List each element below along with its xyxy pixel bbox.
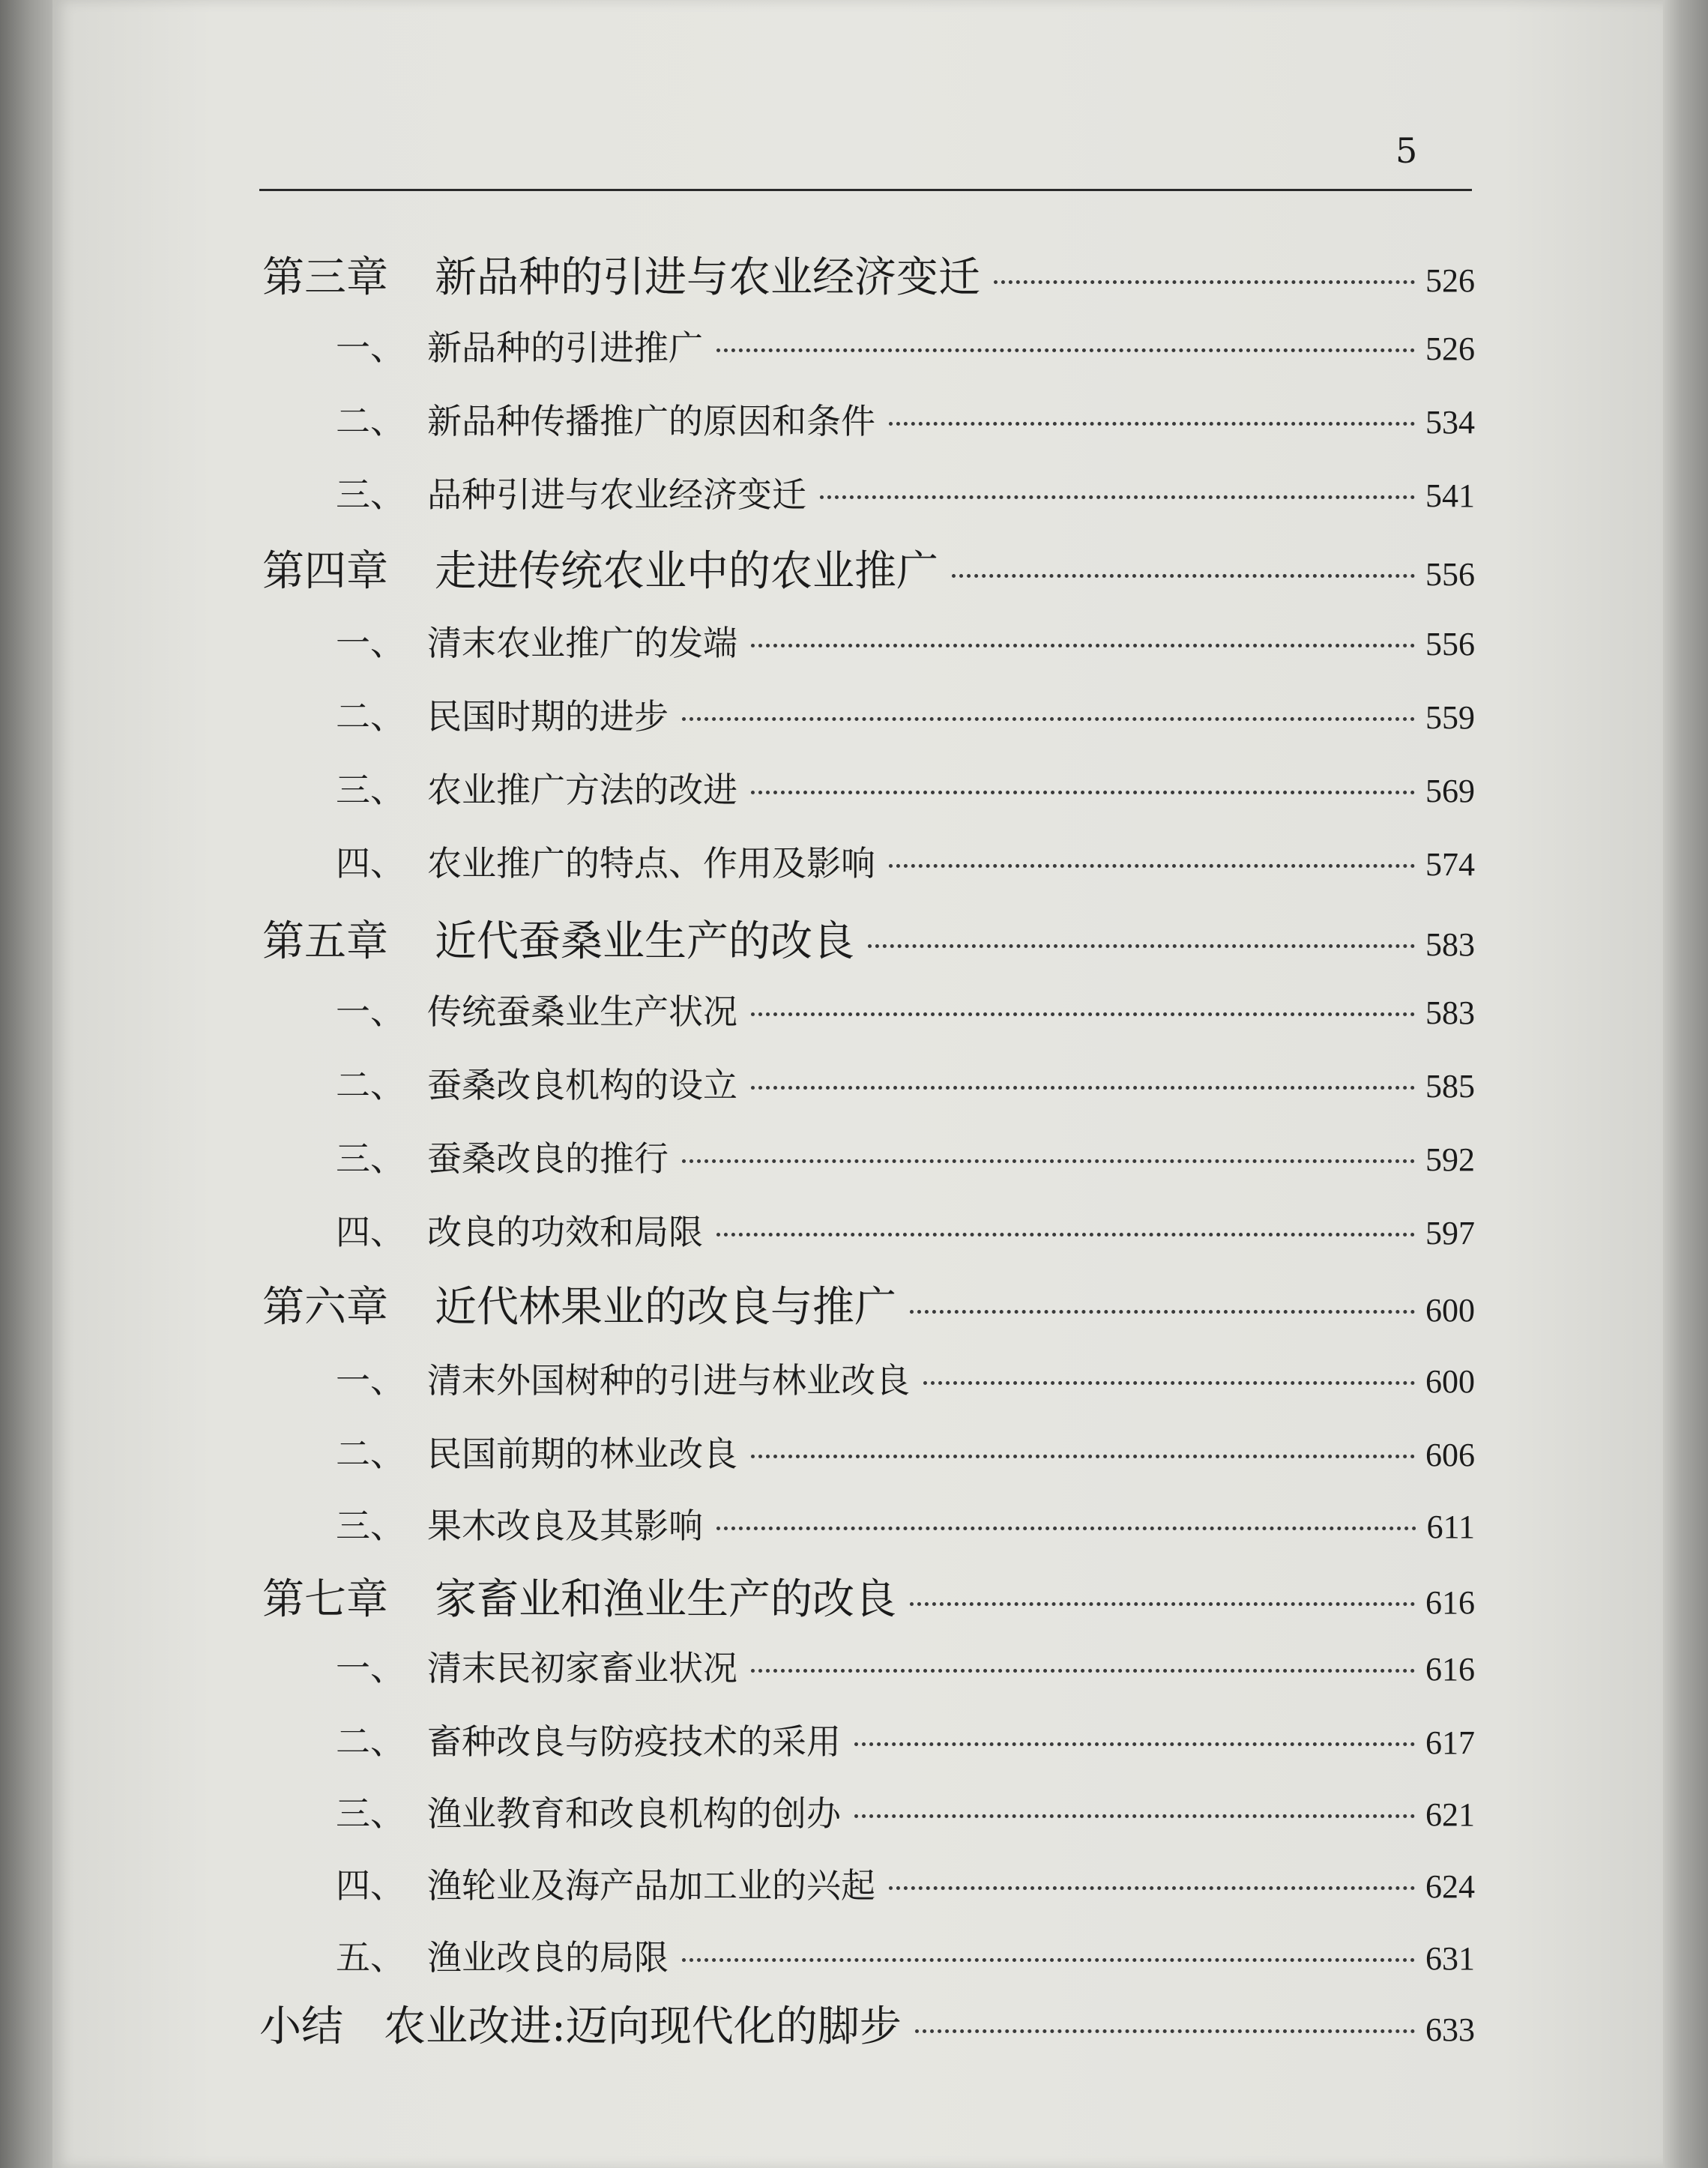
- toc-entry-number: 二、: [336, 1721, 405, 1762]
- toc-section: [336, 689, 1475, 739]
- toc-entry-page: 621: [1425, 1796, 1475, 1833]
- toc-entry-number: 三、: [336, 474, 405, 515]
- toc-entry-title: 民国前期的林业改良: [427, 1434, 737, 1474]
- dot-leader: [751, 1012, 1415, 1016]
- toc-entry-number: 小结: [259, 2002, 343, 2051]
- toc-entry-title: 清末农业推广的发端: [427, 623, 737, 663]
- toc-entry-title: 近代林果业的改良与推广: [435, 1283, 896, 1332]
- toc-entry-page: 583: [1425, 926, 1475, 963]
- toc-summary: [259, 1993, 1475, 2053]
- dot-leader: [751, 644, 1415, 647]
- dot-leader: [682, 1159, 1415, 1163]
- toc-entry-page: 617: [1425, 1724, 1475, 1761]
- toc-entry-title: 清末外国树种的引进与林业改良: [427, 1360, 910, 1401]
- dot-leader: [682, 717, 1415, 721]
- toc-entry-title: 新品种传播推广的原因和条件: [427, 401, 875, 441]
- toc-entry-title: 近代蚕桑业生产的改良: [435, 917, 854, 966]
- toc-entry-number: 四、: [336, 843, 405, 884]
- toc-entry-number: 第六章: [262, 1283, 388, 1332]
- toc-section: [336, 1353, 1475, 1403]
- dot-leader: [910, 1602, 1415, 1606]
- toc-entry-number: 三、: [336, 1138, 405, 1179]
- toc-entry-number: 第四章: [262, 547, 388, 596]
- toc-entry-page: 574: [1425, 846, 1475, 883]
- toc-entry-page: 592: [1425, 1141, 1475, 1178]
- toc-entry-page: 606: [1425, 1437, 1475, 1473]
- dot-leader: [889, 1886, 1415, 1890]
- toc-entry-title: 果木改良及其影响: [427, 1506, 703, 1546]
- toc-entry-number: 一、: [336, 327, 405, 368]
- toc-entry-title: 品种引进与农业经济变迁: [427, 474, 806, 515]
- toc-section: [336, 763, 1475, 812]
- toc-entry-page: 633: [1425, 2011, 1475, 2048]
- toc-entry-number: 二、: [336, 696, 405, 737]
- toc-section: [336, 836, 1475, 886]
- toc-entry-page: 600: [1425, 1363, 1475, 1400]
- dot-leader: [682, 1958, 1415, 1962]
- dot-leader: [889, 422, 1415, 426]
- toc-entry-page: 616: [1425, 1651, 1475, 1688]
- toc-entry-title: 渔业教育和改良机构的创办: [427, 1793, 841, 1834]
- toc-chapter: [262, 908, 1475, 968]
- toc-entry-number: 三、: [336, 770, 405, 810]
- toc-entry-number: 二、: [336, 401, 405, 441]
- toc-section: [336, 1858, 1475, 1908]
- toc-section: [336, 321, 1475, 370]
- dot-leader: [868, 944, 1415, 948]
- dot-leader: [923, 1381, 1415, 1385]
- toc-entry-page: 526: [1425, 262, 1475, 299]
- dot-leader: [751, 791, 1415, 794]
- toc-entry-number: 三、: [336, 1506, 405, 1546]
- dot-leader: [910, 1310, 1415, 1314]
- toc-entry-page: 631: [1425, 1940, 1475, 1977]
- dot-leader: [915, 2029, 1415, 2033]
- toc-section: [336, 1715, 1475, 1764]
- toc-entry-number: 四、: [336, 1865, 405, 1906]
- toc-entry-page: 526: [1425, 330, 1475, 367]
- toc-entry-title: 新品种的引进与农业经济变迁: [435, 253, 980, 302]
- dot-leader: [751, 1455, 1415, 1458]
- toc-entry-number: 第七章: [262, 1575, 388, 1624]
- toc-section: [336, 468, 1475, 517]
- toc-entry-page: 534: [1425, 404, 1475, 441]
- toc-entry-title: 改良的功效和局限: [427, 1212, 703, 1252]
- toc-entry-title: 农业推广的特点、作用及影响: [427, 843, 875, 884]
- toc-section: [336, 1205, 1475, 1254]
- toc-entry-page: 556: [1425, 626, 1475, 662]
- toc-entry-page: 583: [1425, 994, 1475, 1031]
- toc-entry-page: 541: [1425, 477, 1475, 514]
- toc-entry-number: 一、: [336, 1360, 405, 1401]
- toc-entry-title: 农业推广方法的改进: [427, 770, 737, 810]
- toc-section: [336, 616, 1475, 665]
- toc-chapter: [262, 1566, 1475, 1626]
- toc-entry-title: 蚕桑改良的推行: [427, 1138, 669, 1179]
- toc-chapter: [262, 538, 1475, 598]
- dot-leader: [820, 495, 1415, 499]
- toc-entry-page: 585: [1425, 1068, 1475, 1105]
- page-number: 5: [1395, 130, 1418, 171]
- toc-section: [336, 1132, 1475, 1181]
- toc-entry-number: 一、: [336, 991, 405, 1032]
- dot-leader: [994, 280, 1415, 284]
- toc-entry-number: 第三章: [262, 253, 388, 302]
- toc-entry-page: 569: [1425, 773, 1475, 809]
- toc-entry-page: 616: [1425, 1584, 1475, 1621]
- toc-entry-number: 二、: [336, 1065, 405, 1105]
- toc-entry-title: 民国时期的进步: [427, 696, 669, 737]
- toc-entry-number: 二、: [336, 1434, 405, 1474]
- toc-entry-number: 一、: [336, 623, 405, 663]
- toc-entry-title: 蚕桑改良机构的设立: [427, 1065, 737, 1105]
- dot-leader: [854, 1742, 1415, 1746]
- toc-entry-title: 新品种的引进推广: [427, 327, 703, 368]
- toc-section: [336, 1787, 1475, 1836]
- toc-section: [336, 394, 1475, 444]
- toc-entry-number: 一、: [336, 1648, 405, 1688]
- toc-entry-number: 四、: [336, 1212, 405, 1252]
- toc-entry-page: 556: [1425, 556, 1475, 593]
- dot-leader: [854, 1814, 1415, 1818]
- toc-entry-page: 611: [1426, 1509, 1475, 1545]
- toc-chapter: [262, 244, 1475, 304]
- toc-chapter: [262, 1274, 1475, 1334]
- toc-entry-title: 家畜业和渔业生产的改良: [435, 1575, 896, 1624]
- toc-section: [336, 1058, 1475, 1108]
- toc-entry-title: 清末民初家畜业状况: [427, 1648, 737, 1688]
- toc-entry-number: 五、: [336, 1937, 405, 1978]
- toc-section: [336, 1499, 1475, 1548]
- toc-entry-number: 第五章: [262, 917, 388, 966]
- dot-leader: [751, 1086, 1415, 1090]
- toc-entry-title: 走进传统农业中的农业推广: [435, 547, 938, 596]
- toc-entry-page: 600: [1425, 1292, 1475, 1329]
- dot-leader: [751, 1669, 1415, 1673]
- dot-leader: [716, 348, 1415, 352]
- toc-entry-page: 559: [1425, 699, 1475, 736]
- toc-entry-title: 渔轮业及海产品加工业的兴起: [427, 1865, 875, 1906]
- dot-leader: [952, 574, 1415, 578]
- toc-entry-page: 597: [1425, 1215, 1475, 1251]
- toc-section: [336, 1641, 1475, 1691]
- toc-entry-title: 农业改进:迈向现代化的脚步: [384, 2002, 902, 2051]
- toc-entry-title: 畜种改良与防疫技术的采用: [427, 1721, 841, 1762]
- toc-section: [336, 1427, 1475, 1476]
- toc-entry-title: 渔业改良的局限: [427, 1937, 669, 1978]
- toc-entry-title: 传统蚕桑业生产状况: [427, 991, 737, 1032]
- toc-section: [336, 985, 1475, 1034]
- toc-entry-number: 三、: [336, 1793, 405, 1834]
- dot-leader: [889, 864, 1415, 868]
- dot-leader: [716, 1233, 1415, 1237]
- dot-leader: [716, 1527, 1416, 1530]
- toc-section: [336, 1930, 1475, 1980]
- toc-entry-page: 624: [1425, 1868, 1475, 1905]
